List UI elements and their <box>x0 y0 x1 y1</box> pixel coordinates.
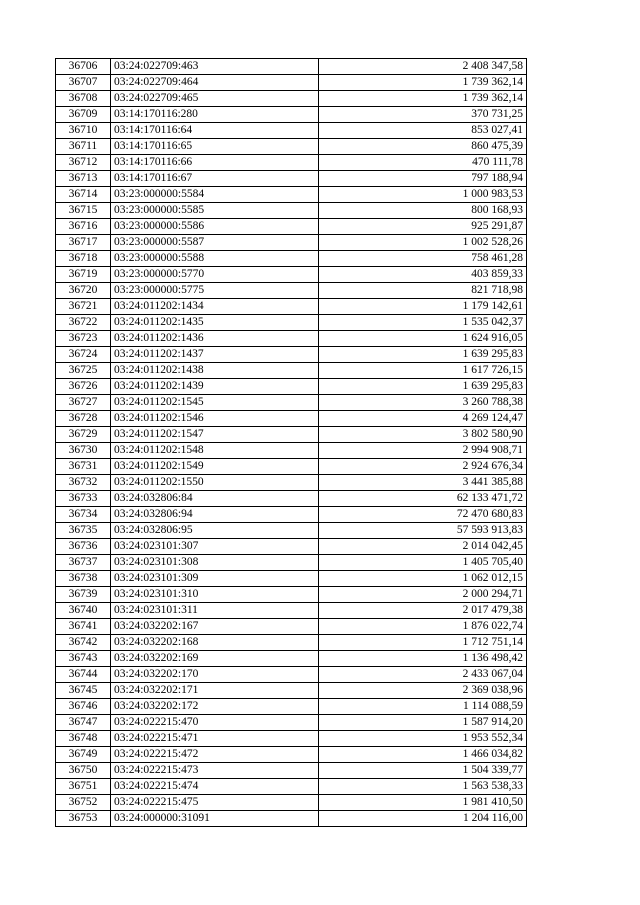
value-cell: 1 204 116,00 <box>319 811 527 827</box>
value-cell: 1 639 295,83 <box>319 347 527 363</box>
row-number-cell: 36744 <box>56 667 111 683</box>
row-number-cell: 36750 <box>56 763 111 779</box>
value-cell: 1 002 528,26 <box>319 235 527 251</box>
value-cell: 1 953 552,34 <box>319 731 527 747</box>
row-number-cell: 36749 <box>56 747 111 763</box>
row-number-cell: 36741 <box>56 619 111 635</box>
row-number-cell: 36728 <box>56 411 111 427</box>
table-row <box>56 523 527 539</box>
cadastral-number-cell: 03:24:011202:1549 <box>111 459 319 475</box>
table-row <box>56 107 527 123</box>
cadastral-number-cell: 03:24:011202:1545 <box>111 395 319 411</box>
value-cell: 1 114 088,59 <box>319 699 527 715</box>
value-cell: 470 111,78 <box>319 155 527 171</box>
table-row <box>56 91 527 107</box>
cadastral-number-cell: 03:23:000000:5586 <box>111 219 319 235</box>
cadastral-number-cell: 03:24:011202:1547 <box>111 427 319 443</box>
row-number-cell: 36726 <box>56 379 111 395</box>
table-row <box>56 251 527 267</box>
table-row <box>56 699 527 715</box>
row-number-cell: 36709 <box>56 107 111 123</box>
table-row <box>56 507 527 523</box>
value-cell: 1 535 042,37 <box>319 315 527 331</box>
row-number-cell: 36736 <box>56 539 111 555</box>
table-row <box>56 427 527 443</box>
cadastral-number-cell: 03:24:032202:169 <box>111 651 319 667</box>
cadastral-number-cell: 03:23:000000:5587 <box>111 235 319 251</box>
row-number-cell: 36725 <box>56 363 111 379</box>
table-row <box>56 779 527 795</box>
cadastral-number-cell: 03:24:023101:309 <box>111 571 319 587</box>
value-cell: 853 027,41 <box>319 123 527 139</box>
row-number-cell: 36733 <box>56 491 111 507</box>
value-cell: 2 000 294,71 <box>319 587 527 603</box>
table-row <box>56 219 527 235</box>
value-cell: 1 617 726,15 <box>319 363 527 379</box>
row-number-cell: 36713 <box>56 171 111 187</box>
table-row <box>56 347 527 363</box>
cadastral-number-cell: 03:24:011202:1436 <box>111 331 319 347</box>
cadastral-number-cell: 03:24:032202:171 <box>111 683 319 699</box>
row-number-cell: 36753 <box>56 811 111 827</box>
cadastral-number-cell: 03:14:170116:67 <box>111 171 319 187</box>
value-cell: 3 260 788,38 <box>319 395 527 411</box>
row-number-cell: 36732 <box>56 475 111 491</box>
value-cell: 72 470 680,83 <box>319 507 527 523</box>
value-cell: 2 014 042,45 <box>319 539 527 555</box>
cadastral-number-cell: 03:23:000000:5775 <box>111 283 319 299</box>
row-number-cell: 36739 <box>56 587 111 603</box>
cadastral-number-cell: 03:24:022215:474 <box>111 779 319 795</box>
value-cell: 1 739 362,14 <box>319 75 527 91</box>
row-number-cell: 36748 <box>56 731 111 747</box>
value-cell: 1 062 012,15 <box>319 571 527 587</box>
value-cell: 860 475,39 <box>319 139 527 155</box>
row-number-cell: 36752 <box>56 795 111 811</box>
value-cell: 1 876 022,74 <box>319 619 527 635</box>
value-cell: 1 563 538,33 <box>319 779 527 795</box>
row-number-cell: 36712 <box>56 155 111 171</box>
value-cell: 925 291,87 <box>319 219 527 235</box>
value-cell: 1 981 410,50 <box>319 795 527 811</box>
value-cell: 797 188,94 <box>319 171 527 187</box>
value-cell: 1 639 295,83 <box>319 379 527 395</box>
table-row <box>56 235 527 251</box>
cadastral-number-cell: 03:24:011202:1548 <box>111 443 319 459</box>
row-number-cell: 36716 <box>56 219 111 235</box>
row-number-cell: 36727 <box>56 395 111 411</box>
cadastral-number-cell: 03:24:032202:167 <box>111 619 319 635</box>
row-number-cell: 36743 <box>56 651 111 667</box>
cadastral-number-cell: 03:24:022215:475 <box>111 795 319 811</box>
table-row <box>56 651 527 667</box>
value-cell: 1 739 362,14 <box>319 91 527 107</box>
table-row <box>56 539 527 555</box>
value-cell: 1 179 142,61 <box>319 299 527 315</box>
cadastral-number-cell: 03:24:022215:472 <box>111 747 319 763</box>
table-row <box>56 635 527 651</box>
value-cell: 1 504 339,77 <box>319 763 527 779</box>
row-number-cell: 36717 <box>56 235 111 251</box>
row-number-cell: 36718 <box>56 251 111 267</box>
cadastral-number-cell: 03:24:011202:1439 <box>111 379 319 395</box>
row-number-cell: 36729 <box>56 427 111 443</box>
row-number-cell: 36715 <box>56 203 111 219</box>
value-cell: 1 000 983,53 <box>319 187 527 203</box>
table-row <box>56 379 527 395</box>
table-row <box>56 187 527 203</box>
value-cell: 2 369 038,96 <box>319 683 527 699</box>
cadastral-number-cell: 03:24:011202:1438 <box>111 363 319 379</box>
table-row <box>56 411 527 427</box>
table-row <box>56 795 527 811</box>
table-row <box>56 731 527 747</box>
table-row <box>56 139 527 155</box>
value-cell: 2 433 067,04 <box>319 667 527 683</box>
table-row <box>56 475 527 491</box>
value-cell: 1 136 498,42 <box>319 651 527 667</box>
row-number-cell: 36746 <box>56 699 111 715</box>
cadastral-number-cell: 03:24:022215:473 <box>111 763 319 779</box>
table-row <box>56 155 527 171</box>
value-cell: 3 802 580,90 <box>319 427 527 443</box>
cadastral-number-cell: 03:24:022709:465 <box>111 91 319 107</box>
cadastral-number-cell: 03:24:023101:311 <box>111 603 319 619</box>
cadastral-number-cell: 03:23:000000:5585 <box>111 203 319 219</box>
cadastral-number-cell: 03:24:011202:1435 <box>111 315 319 331</box>
row-number-cell: 36745 <box>56 683 111 699</box>
value-cell: 2 408 347,58 <box>319 59 527 75</box>
table-row <box>56 811 527 827</box>
table-row <box>56 123 527 139</box>
row-number-cell: 36740 <box>56 603 111 619</box>
table-row <box>56 555 527 571</box>
row-number-cell: 36730 <box>56 443 111 459</box>
cadastral-number-cell: 03:24:000000:31091 <box>111 811 319 827</box>
cadastral-number-cell: 03:24:023101:310 <box>111 587 319 603</box>
row-number-cell: 36721 <box>56 299 111 315</box>
table-row <box>56 763 527 779</box>
value-cell: 2 017 479,38 <box>319 603 527 619</box>
cadastral-number-cell: 03:24:022215:471 <box>111 731 319 747</box>
row-number-cell: 36723 <box>56 331 111 347</box>
table-row <box>56 587 527 603</box>
table-row <box>56 59 527 75</box>
table-row <box>56 443 527 459</box>
cadastral-number-cell: 03:24:011202:1550 <box>111 475 319 491</box>
cadastral-number-cell: 03:24:032202:172 <box>111 699 319 715</box>
table-body <box>56 59 527 827</box>
table-row <box>56 75 527 91</box>
table-row <box>56 459 527 475</box>
row-number-cell: 36735 <box>56 523 111 539</box>
table-row <box>56 491 527 507</box>
cadastral-number-cell: 03:24:023101:307 <box>111 539 319 555</box>
cadastral-number-cell: 03:24:032806:95 <box>111 523 319 539</box>
row-number-cell: 36747 <box>56 715 111 731</box>
row-number-cell: 36711 <box>56 139 111 155</box>
value-cell: 1 624 916,05 <box>319 331 527 347</box>
data-table <box>55 58 527 827</box>
row-number-cell: 36720 <box>56 283 111 299</box>
cadastral-number-cell: 03:24:032806:94 <box>111 507 319 523</box>
table-row <box>56 683 527 699</box>
table-row <box>56 331 527 347</box>
row-number-cell: 36706 <box>56 59 111 75</box>
table-row <box>56 267 527 283</box>
value-cell: 758 461,28 <box>319 251 527 267</box>
row-number-cell: 36738 <box>56 571 111 587</box>
cadastral-number-cell: 03:14:170116:64 <box>111 123 319 139</box>
cadastral-number-cell: 03:23:000000:5770 <box>111 267 319 283</box>
value-cell: 800 168,93 <box>319 203 527 219</box>
cadastral-number-cell: 03:23:000000:5588 <box>111 251 319 267</box>
row-number-cell: 36714 <box>56 187 111 203</box>
row-number-cell: 36707 <box>56 75 111 91</box>
table-row <box>56 299 527 315</box>
value-cell: 3 441 385,88 <box>319 475 527 491</box>
row-number-cell: 36731 <box>56 459 111 475</box>
cadastral-number-cell: 03:24:032202:168 <box>111 635 319 651</box>
cadastral-number-cell: 03:23:000000:5584 <box>111 187 319 203</box>
table-row <box>56 715 527 731</box>
cadastral-number-cell: 03:24:022709:464 <box>111 75 319 91</box>
row-number-cell: 36710 <box>56 123 111 139</box>
cadastral-number-cell: 03:24:032806:84 <box>111 491 319 507</box>
cadastral-number-cell: 03:14:170116:280 <box>111 107 319 123</box>
row-number-cell: 36724 <box>56 347 111 363</box>
row-number-cell: 36719 <box>56 267 111 283</box>
cadastral-number-cell: 03:24:032202:170 <box>111 667 319 683</box>
value-cell: 2 994 908,71 <box>319 443 527 459</box>
row-number-cell: 36751 <box>56 779 111 795</box>
cadastral-number-cell: 03:24:022215:470 <box>111 715 319 731</box>
cadastral-number-cell: 03:24:011202:1434 <box>111 299 319 315</box>
table-row <box>56 571 527 587</box>
row-number-cell: 36722 <box>56 315 111 331</box>
value-cell: 2 924 676,34 <box>319 459 527 475</box>
value-cell: 62 133 471,72 <box>319 491 527 507</box>
table-row <box>56 363 527 379</box>
cadastral-number-cell: 03:24:023101:308 <box>111 555 319 571</box>
table-row <box>56 603 527 619</box>
cadastral-number-cell: 03:14:170116:65 <box>111 139 319 155</box>
cadastral-number-cell: 03:24:022709:463 <box>111 59 319 75</box>
table-row <box>56 619 527 635</box>
value-cell: 821 718,98 <box>319 283 527 299</box>
cadastral-number-cell: 03:24:011202:1437 <box>111 347 319 363</box>
table-row <box>56 171 527 187</box>
value-cell: 1 587 914,20 <box>319 715 527 731</box>
value-cell: 403 859,33 <box>319 267 527 283</box>
table-row <box>56 667 527 683</box>
value-cell: 1 405 705,40 <box>319 555 527 571</box>
value-cell: 370 731,25 <box>319 107 527 123</box>
value-cell: 4 269 124,47 <box>319 411 527 427</box>
value-cell: 1 712 751,14 <box>319 635 527 651</box>
row-number-cell: 36708 <box>56 91 111 107</box>
value-cell: 1 466 034,82 <box>319 747 527 763</box>
table-row <box>56 747 527 763</box>
row-number-cell: 36742 <box>56 635 111 651</box>
value-cell: 57 593 913,83 <box>319 523 527 539</box>
row-number-cell: 36734 <box>56 507 111 523</box>
table-row <box>56 283 527 299</box>
row-number-cell: 36737 <box>56 555 111 571</box>
cadastral-number-cell: 03:24:011202:1546 <box>111 411 319 427</box>
cadastral-number-cell: 03:14:170116:66 <box>111 155 319 171</box>
table-row <box>56 315 527 331</box>
table-row <box>56 203 527 219</box>
table-row <box>56 395 527 411</box>
